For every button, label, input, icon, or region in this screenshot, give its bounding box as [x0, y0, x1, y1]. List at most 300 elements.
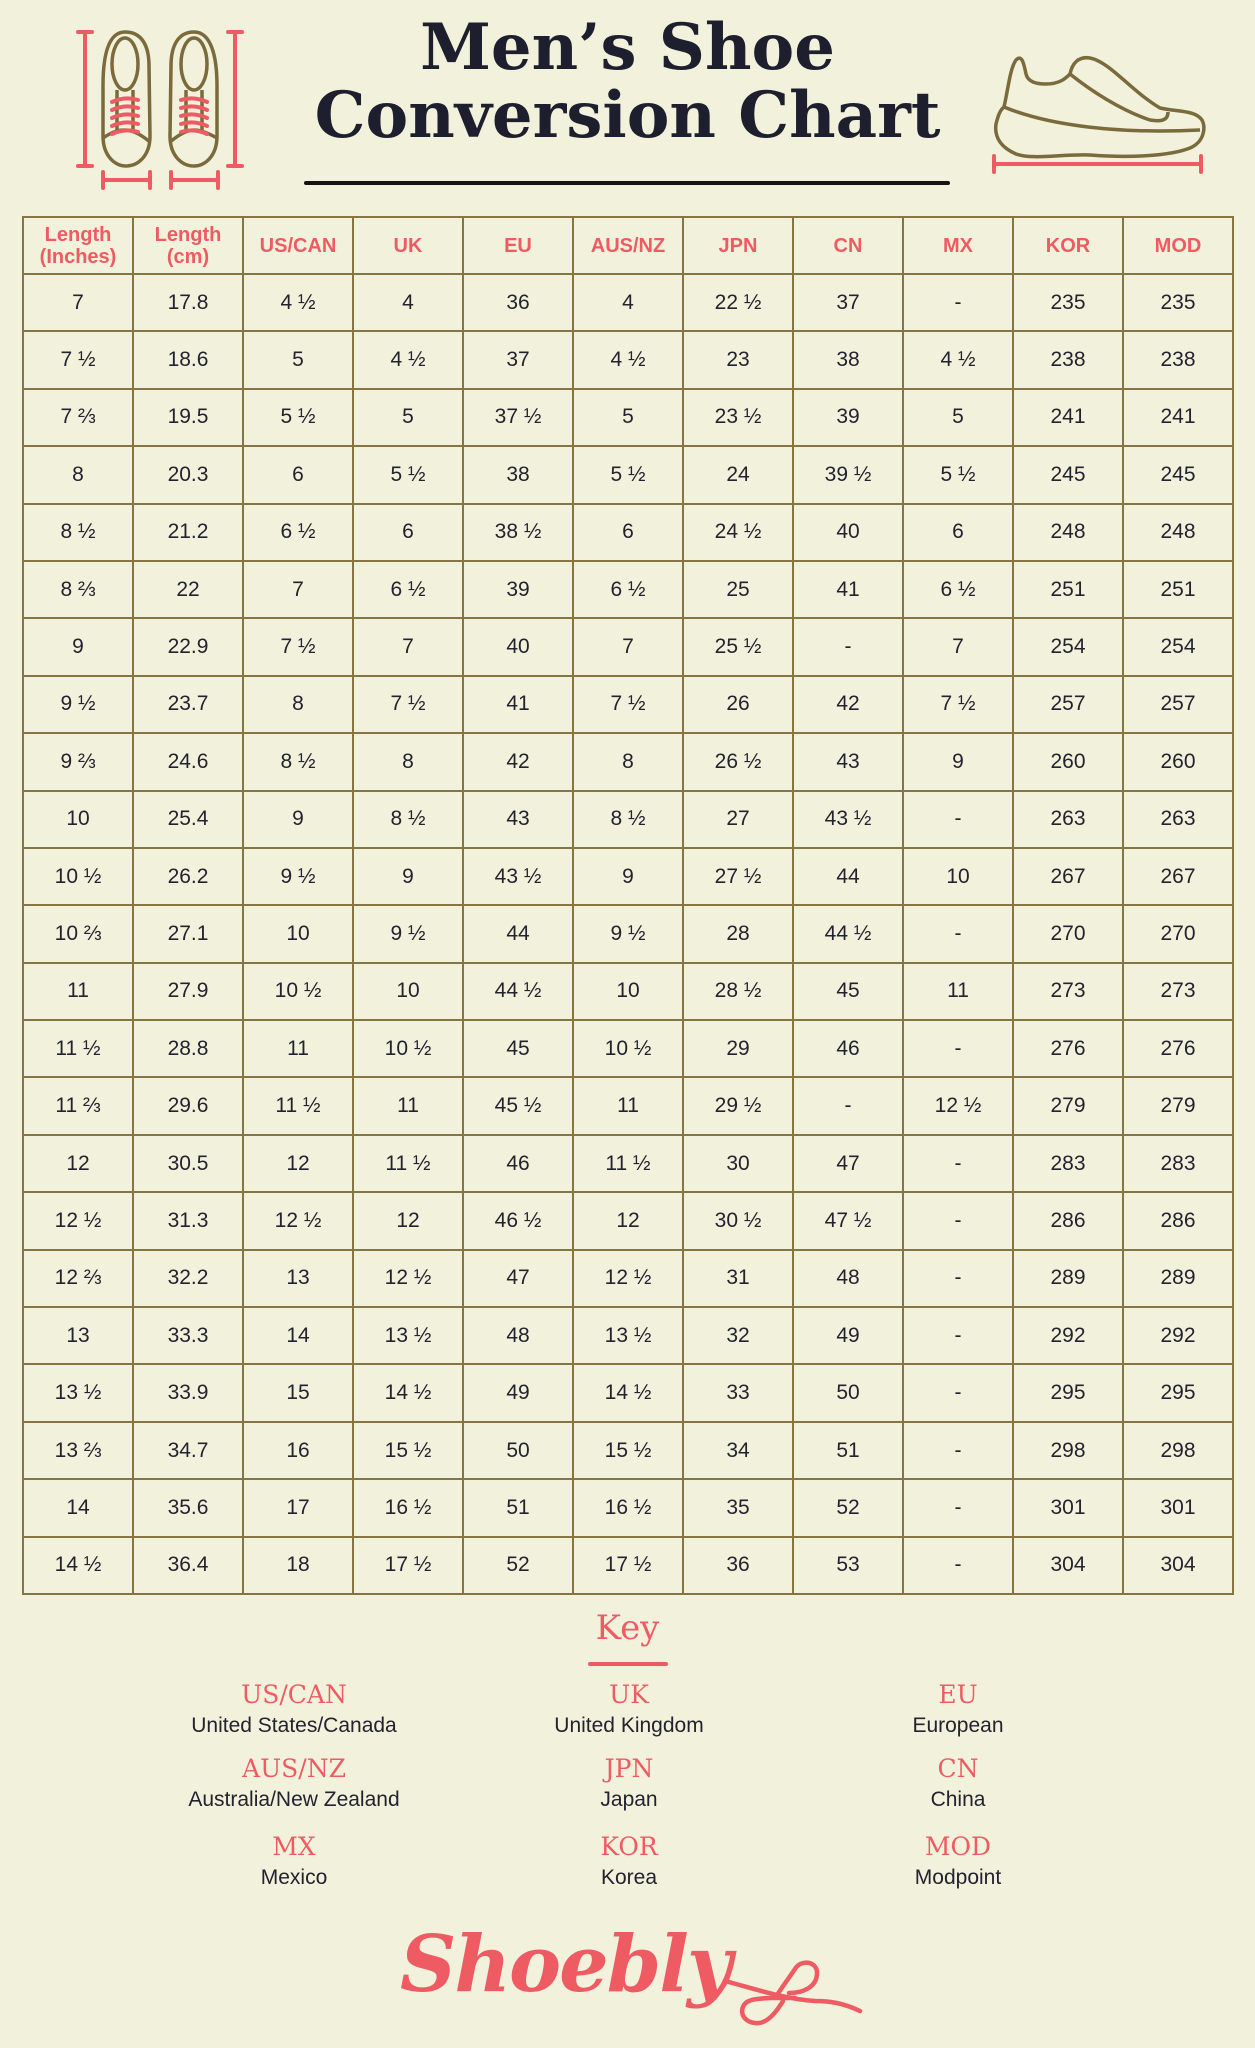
cell-mod: 304	[1123, 1537, 1233, 1594]
cell-mx: 4 ½	[903, 331, 1013, 388]
cell-mod: 283	[1123, 1135, 1233, 1192]
cell-mod: 301	[1123, 1479, 1233, 1536]
cell-uk: 11	[353, 1077, 463, 1134]
cell-length-cm: 33.9	[133, 1364, 243, 1421]
cell-cn: -	[793, 1077, 903, 1134]
cell-length-inches: 14	[23, 1479, 133, 1536]
column-header-length-inches: Length (Inches)	[23, 217, 133, 274]
cell-us-can: 7 ½	[243, 618, 353, 675]
cell-mod: 295	[1123, 1364, 1233, 1421]
cell-mx: 9	[903, 733, 1013, 790]
key-desc: Modpoint	[914, 1866, 1002, 1889]
cell-length-inches: 13	[23, 1307, 133, 1364]
cell-eu: 45 ½	[463, 1077, 573, 1134]
key-desc: United States/Canada	[191, 1714, 397, 1737]
cell-length-inches: 7	[23, 274, 133, 331]
cell-length-cm: 25.4	[133, 791, 243, 848]
cell-kor: 245	[1013, 446, 1123, 503]
table-row	[23, 561, 1233, 618]
cell-aus-nz: 13 ½	[573, 1307, 683, 1364]
cell-mx: 5 ½	[903, 446, 1013, 503]
cell-mod: 289	[1123, 1250, 1233, 1307]
table-row	[23, 1020, 1233, 1077]
key-code: KOR	[600, 1832, 658, 1861]
cell-aus-nz: 8	[573, 733, 683, 790]
cell-mod: 286	[1123, 1192, 1233, 1249]
cell-kor: 254	[1013, 618, 1123, 675]
cell-aus-nz: 11	[573, 1077, 683, 1134]
cell-us-can: 14	[243, 1307, 353, 1364]
cell-kor: 301	[1013, 1479, 1123, 1536]
cell-kor: 279	[1013, 1077, 1123, 1134]
cell-aus-nz: 4 ½	[573, 331, 683, 388]
table-row	[23, 676, 1233, 733]
cell-us-can: 10	[243, 905, 353, 962]
table-row	[23, 905, 1233, 962]
cell-eu: 42	[463, 733, 573, 790]
cell-cn: 44 ½	[793, 905, 903, 962]
cell-us-can: 8	[243, 676, 353, 733]
cell-kor: 286	[1013, 1192, 1123, 1249]
key-desc: Japan	[600, 1788, 658, 1811]
cell-length-inches: 12	[23, 1135, 133, 1192]
cell-length-cm: 21.2	[133, 504, 243, 561]
cell-uk: 6	[353, 504, 463, 561]
table-header-row	[23, 217, 1233, 274]
cell-kor: 260	[1013, 733, 1123, 790]
cell-jpn: 30	[683, 1135, 793, 1192]
cell-us-can: 11	[243, 1020, 353, 1077]
page-title-line1: Men’s Shoe	[420, 10, 835, 85]
cell-jpn: 29	[683, 1020, 793, 1077]
cell-us-can: 17	[243, 1479, 353, 1536]
cell-mod: 241	[1123, 389, 1233, 446]
cell-length-cm: 18.6	[133, 331, 243, 388]
cell-eu: 47	[463, 1250, 573, 1307]
cell-mx: -	[903, 1422, 1013, 1479]
cell-mod: 238	[1123, 331, 1233, 388]
cell-mod: 279	[1123, 1077, 1233, 1134]
cell-aus-nz: 7	[573, 618, 683, 675]
cell-us-can: 12	[243, 1135, 353, 1192]
table-row	[23, 1307, 1233, 1364]
cell-length-inches: 11	[23, 963, 133, 1020]
key-desc: United Kingdom	[554, 1714, 704, 1737]
cell-cn: 39	[793, 389, 903, 446]
cell-length-inches: 13 ½	[23, 1364, 133, 1421]
cell-aus-nz: 17 ½	[573, 1537, 683, 1594]
cell-us-can: 5	[243, 331, 353, 388]
key-item-jpn	[449, 1754, 809, 1814]
table-row	[23, 504, 1233, 561]
cell-eu: 49	[463, 1364, 573, 1421]
cell-length-inches: 7 ½	[23, 331, 133, 388]
cell-mod: 235	[1123, 274, 1233, 331]
cell-uk: 14 ½	[353, 1364, 463, 1421]
cell-eu: 43	[463, 791, 573, 848]
cell-eu: 44 ½	[463, 963, 573, 1020]
cell-length-inches: 10 ½	[23, 848, 133, 905]
cell-aus-nz: 14 ½	[573, 1364, 683, 1421]
cell-eu: 43 ½	[463, 848, 573, 905]
cell-mod: 257	[1123, 676, 1233, 733]
table-row	[23, 1135, 1233, 1192]
cell-uk: 9	[353, 848, 463, 905]
sneaker-side-view-icon	[990, 50, 1210, 175]
cell-eu: 36	[463, 274, 573, 331]
cell-mx: 6	[903, 504, 1013, 561]
cell-eu: 38 ½	[463, 504, 573, 561]
cell-kor: 298	[1013, 1422, 1123, 1479]
cell-aus-nz: 6 ½	[573, 561, 683, 618]
cell-mod: 263	[1123, 791, 1233, 848]
key-code: US/CAN	[241, 1680, 347, 1709]
cell-length-cm: 22.9	[133, 618, 243, 675]
title-underline	[304, 181, 950, 185]
cell-mx: 7 ½	[903, 676, 1013, 733]
cell-length-inches: 9 ½	[23, 676, 133, 733]
cell-jpn: 34	[683, 1422, 793, 1479]
cell-eu: 38	[463, 446, 573, 503]
cell-cn: 43	[793, 733, 903, 790]
cell-aus-nz: 4	[573, 274, 683, 331]
cell-eu: 51	[463, 1479, 573, 1536]
table-row	[23, 1250, 1233, 1307]
key-desc: China	[930, 1788, 986, 1811]
cell-cn: 46	[793, 1020, 903, 1077]
cell-jpn: 31	[683, 1250, 793, 1307]
table-row	[23, 1077, 1233, 1134]
table-row	[23, 848, 1233, 905]
cell-mx: 10	[903, 848, 1013, 905]
cell-aus-nz: 5	[573, 389, 683, 446]
cell-mod: 292	[1123, 1307, 1233, 1364]
cell-us-can: 18	[243, 1537, 353, 1594]
cell-length-inches: 9 ⅔	[23, 733, 133, 790]
cell-cn: 40	[793, 504, 903, 561]
cell-jpn: 29 ½	[683, 1077, 793, 1134]
cell-eu: 37 ½	[463, 389, 573, 446]
key-desc: European	[912, 1714, 1004, 1737]
cell-mx: -	[903, 1537, 1013, 1594]
cell-jpn: 35	[683, 1479, 793, 1536]
cell-mod: 248	[1123, 504, 1233, 561]
cell-aus-nz: 12 ½	[573, 1250, 683, 1307]
cell-kor: 241	[1013, 389, 1123, 446]
cell-eu: 48	[463, 1307, 573, 1364]
cell-length-inches: 9	[23, 618, 133, 675]
cell-aus-nz: 6	[573, 504, 683, 561]
table-row	[23, 963, 1233, 1020]
key-item-cn	[778, 1754, 1138, 1814]
cell-length-inches: 8 ½	[23, 504, 133, 561]
cell-length-cm: 26.2	[133, 848, 243, 905]
cell-aus-nz: 15 ½	[573, 1422, 683, 1479]
column-header-us-can: US/CAN	[243, 217, 353, 274]
cell-length-inches: 10	[23, 791, 133, 848]
cell-uk: 6 ½	[353, 561, 463, 618]
cell-jpn: 23 ½	[683, 389, 793, 446]
cell-length-cm: 27.1	[133, 905, 243, 962]
key-code: AUS/NZ	[242, 1754, 346, 1783]
cell-mx: -	[903, 1364, 1013, 1421]
page-title-line2: Conversion Chart	[314, 78, 941, 153]
cell-uk: 5	[353, 389, 463, 446]
cell-mod: 260	[1123, 733, 1233, 790]
key-item-uk	[449, 1680, 809, 1740]
table-row	[23, 389, 1233, 446]
cell-us-can: 4 ½	[243, 274, 353, 331]
cell-jpn: 33	[683, 1364, 793, 1421]
cell-aus-nz: 11 ½	[573, 1135, 683, 1192]
cell-us-can: 5 ½	[243, 389, 353, 446]
key-desc: Mexico	[260, 1866, 328, 1889]
cell-cn: 48	[793, 1250, 903, 1307]
cell-kor: 267	[1013, 848, 1123, 905]
cell-mx: -	[903, 1307, 1013, 1364]
cell-length-inches: 8 ⅔	[23, 561, 133, 618]
conversion-table	[22, 216, 1234, 1595]
cell-kor: 238	[1013, 331, 1123, 388]
cell-jpn: 30 ½	[683, 1192, 793, 1249]
cell-length-inches: 11 ½	[23, 1020, 133, 1077]
cell-length-cm: 22	[133, 561, 243, 618]
cell-uk: 9 ½	[353, 905, 463, 962]
cell-length-cm: 30.5	[133, 1135, 243, 1192]
shoelace-bow-icon	[725, 1953, 865, 2023]
cell-mod: 267	[1123, 848, 1233, 905]
column-header-cn: CN	[793, 217, 903, 274]
cell-uk: 7	[353, 618, 463, 675]
cell-eu: 41	[463, 676, 573, 733]
cell-length-cm: 23.7	[133, 676, 243, 733]
cell-us-can: 9	[243, 791, 353, 848]
cell-eu: 52	[463, 1537, 573, 1594]
column-header-length-cm: Length (cm)	[133, 217, 243, 274]
table-row	[23, 1479, 1233, 1536]
cell-kor: 283	[1013, 1135, 1123, 1192]
cell-cn: 45	[793, 963, 903, 1020]
cell-mod: 251	[1123, 561, 1233, 618]
cell-mx: -	[903, 274, 1013, 331]
cell-length-inches: 11 ⅔	[23, 1077, 133, 1134]
cell-cn: 52	[793, 1479, 903, 1536]
cell-length-inches: 12 ⅔	[23, 1250, 133, 1307]
cell-cn: 50	[793, 1364, 903, 1421]
cell-length-cm: 24.6	[133, 733, 243, 790]
cell-aus-nz: 16 ½	[573, 1479, 683, 1536]
cell-mx: 7	[903, 618, 1013, 675]
cell-cn: 38	[793, 331, 903, 388]
cell-length-cm: 31.3	[133, 1192, 243, 1249]
cell-us-can: 6 ½	[243, 504, 353, 561]
cell-eu: 46	[463, 1135, 573, 1192]
cell-us-can: 8 ½	[243, 733, 353, 790]
cell-jpn: 32	[683, 1307, 793, 1364]
cell-us-can: 10 ½	[243, 963, 353, 1020]
cell-length-cm: 36.4	[133, 1537, 243, 1594]
cell-jpn: 25	[683, 561, 793, 618]
key-code: MX	[272, 1832, 316, 1861]
cell-length-cm: 17.8	[133, 274, 243, 331]
column-header-jpn: JPN	[683, 217, 793, 274]
key-code: CN	[937, 1754, 979, 1783]
brand-logo	[400, 1915, 860, 2030]
table-row	[23, 733, 1233, 790]
cell-kor: 289	[1013, 1250, 1123, 1307]
cell-kor: 273	[1013, 963, 1123, 1020]
cell-length-cm: 29.6	[133, 1077, 243, 1134]
cell-jpn: 26 ½	[683, 733, 793, 790]
cell-eu: 40	[463, 618, 573, 675]
cell-mod: 245	[1123, 446, 1233, 503]
cell-jpn: 27 ½	[683, 848, 793, 905]
cell-length-inches: 12 ½	[23, 1192, 133, 1249]
cell-eu: 50	[463, 1422, 573, 1479]
key-desc: Australia/New Zealand	[188, 1788, 400, 1811]
cell-jpn: 23	[683, 331, 793, 388]
cell-mx: -	[903, 791, 1013, 848]
table-row	[23, 274, 1233, 331]
cell-eu: 44	[463, 905, 573, 962]
cell-cn: 51	[793, 1422, 903, 1479]
cell-kor: 235	[1013, 274, 1123, 331]
cell-cn: 39 ½	[793, 446, 903, 503]
cell-kor: 248	[1013, 504, 1123, 561]
cell-cn: 41	[793, 561, 903, 618]
cell-jpn: 24	[683, 446, 793, 503]
cell-mx: -	[903, 1135, 1013, 1192]
cell-us-can: 16	[243, 1422, 353, 1479]
cell-mx: 6 ½	[903, 561, 1013, 618]
table-row	[23, 1364, 1233, 1421]
cell-uk: 11 ½	[353, 1135, 463, 1192]
cell-cn: 47	[793, 1135, 903, 1192]
cell-kor: 257	[1013, 676, 1123, 733]
cell-aus-nz: 8 ½	[573, 791, 683, 848]
cell-us-can: 13	[243, 1250, 353, 1307]
key-item-aus-nz	[114, 1754, 474, 1814]
cell-length-cm: 32.2	[133, 1250, 243, 1307]
cell-mx: -	[903, 1192, 1013, 1249]
cell-eu: 37	[463, 331, 573, 388]
cell-length-inches: 7 ⅔	[23, 389, 133, 446]
cell-jpn: 22 ½	[683, 274, 793, 331]
cell-uk: 17 ½	[353, 1537, 463, 1594]
cell-aus-nz: 12	[573, 1192, 683, 1249]
key-code: MOD	[924, 1832, 992, 1861]
cell-cn: 53	[793, 1537, 903, 1594]
cell-mx: 11	[903, 963, 1013, 1020]
cell-mx: 5	[903, 389, 1013, 446]
key-item-us-can	[114, 1680, 474, 1740]
cell-cn: 43 ½	[793, 791, 903, 848]
cell-jpn: 25 ½	[683, 618, 793, 675]
cell-eu: 39	[463, 561, 573, 618]
cell-mx: -	[903, 1020, 1013, 1077]
key-underline	[588, 1662, 668, 1666]
key-item-mx	[114, 1832, 474, 1892]
cell-length-cm: 27.9	[133, 963, 243, 1020]
cell-cn: 47 ½	[793, 1192, 903, 1249]
cell-us-can: 6	[243, 446, 353, 503]
cell-mx: -	[903, 1479, 1013, 1536]
cell-length-cm: 34.7	[133, 1422, 243, 1479]
table-body	[23, 274, 1233, 1594]
cell-kor: 295	[1013, 1364, 1123, 1421]
cell-us-can: 11 ½	[243, 1077, 353, 1134]
cell-aus-nz: 10 ½	[573, 1020, 683, 1077]
cell-mod: 276	[1123, 1020, 1233, 1077]
cell-mx: 12 ½	[903, 1077, 1013, 1134]
cell-mod: 298	[1123, 1422, 1233, 1479]
table-row	[23, 331, 1233, 388]
cell-uk: 12	[353, 1192, 463, 1249]
cell-length-inches: 8	[23, 446, 133, 503]
cell-length-inches: 10 ⅔	[23, 905, 133, 962]
cell-us-can: 7	[243, 561, 353, 618]
cell-kor: 270	[1013, 905, 1123, 962]
cell-us-can: 12 ½	[243, 1192, 353, 1249]
cell-jpn: 28	[683, 905, 793, 962]
cell-mod: 254	[1123, 618, 1233, 675]
cell-aus-nz: 7 ½	[573, 676, 683, 733]
table-row	[23, 618, 1233, 675]
cell-jpn: 24 ½	[683, 504, 793, 561]
cell-aus-nz: 9 ½	[573, 905, 683, 962]
table-row	[23, 1422, 1233, 1479]
cell-us-can: 9 ½	[243, 848, 353, 905]
table-row	[23, 1537, 1233, 1594]
cell-mod: 270	[1123, 905, 1233, 962]
cell-eu: 46 ½	[463, 1192, 573, 1249]
key-code: UK	[609, 1680, 649, 1709]
key-item-mod	[778, 1832, 1138, 1892]
key-item-kor	[449, 1832, 809, 1892]
key-item-eu	[778, 1680, 1138, 1740]
column-header-mod: MOD	[1123, 217, 1233, 274]
column-header-uk: UK	[353, 217, 463, 274]
cell-length-cm: 28.8	[133, 1020, 243, 1077]
cell-length-inches: 14 ½	[23, 1537, 133, 1594]
key-code: JPN	[604, 1754, 654, 1783]
cell-jpn: 36	[683, 1537, 793, 1594]
key-code: EU	[938, 1680, 978, 1709]
cell-uk: 5 ½	[353, 446, 463, 503]
cell-cn: -	[793, 618, 903, 675]
cell-cn: 44	[793, 848, 903, 905]
cell-length-cm: 19.5	[133, 389, 243, 446]
cell-uk: 7 ½	[353, 676, 463, 733]
cell-uk: 15 ½	[353, 1422, 463, 1479]
cell-us-can: 15	[243, 1364, 353, 1421]
cell-uk: 16 ½	[353, 1479, 463, 1536]
cell-kor: 263	[1013, 791, 1123, 848]
cell-uk: 4 ½	[353, 331, 463, 388]
column-header-aus-nz: AUS/NZ	[573, 217, 683, 274]
cell-uk: 8 ½	[353, 791, 463, 848]
cell-jpn: 27	[683, 791, 793, 848]
cell-length-cm: 20.3	[133, 446, 243, 503]
cell-mx: -	[903, 905, 1013, 962]
cell-length-inches: 13 ⅔	[23, 1422, 133, 1479]
key-desc: Korea	[600, 1866, 658, 1889]
key-title: Key	[595, 1608, 660, 1648]
cell-length-cm: 35.6	[133, 1479, 243, 1536]
cell-cn: 49	[793, 1307, 903, 1364]
cell-aus-nz: 10	[573, 963, 683, 1020]
cell-uk: 10	[353, 963, 463, 1020]
